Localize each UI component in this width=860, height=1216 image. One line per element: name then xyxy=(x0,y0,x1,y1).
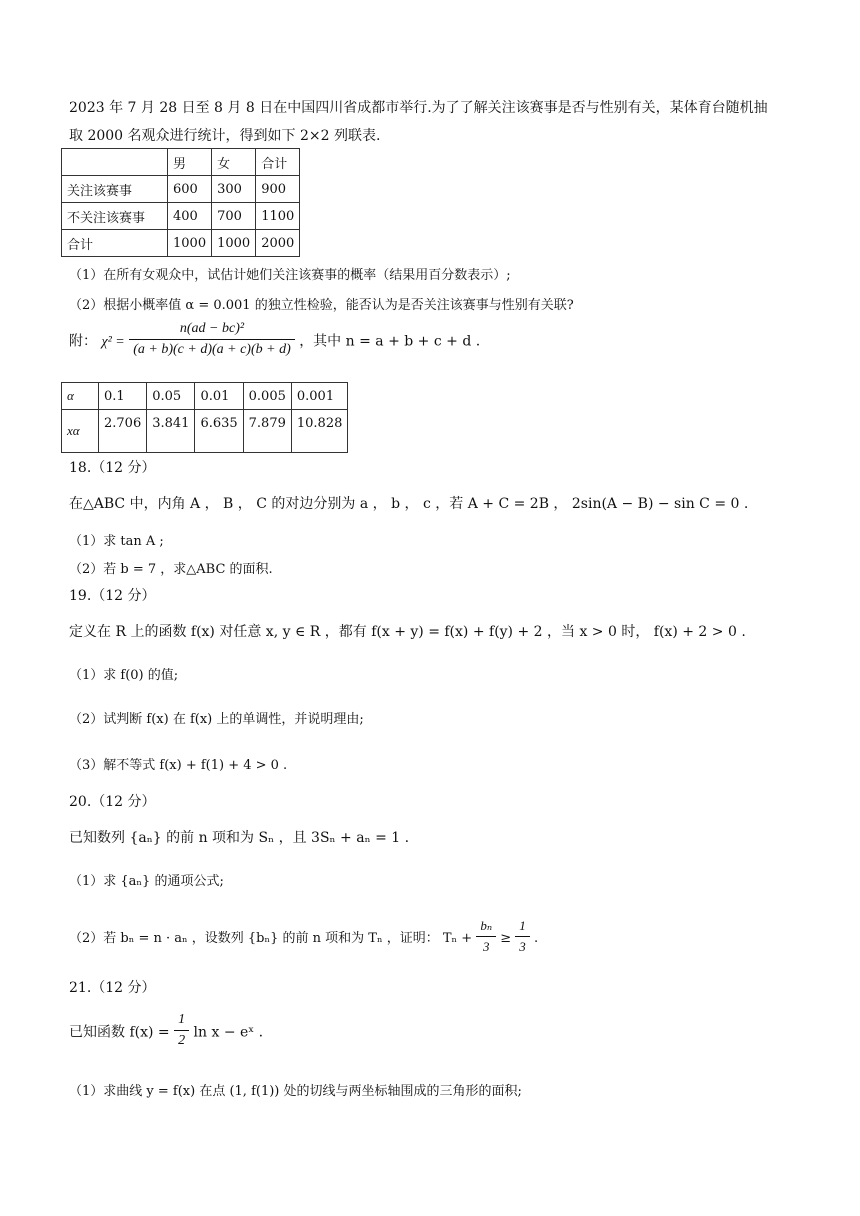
table-cell: 合计 xyxy=(62,230,168,257)
fraction-numerator: 1 xyxy=(174,1012,189,1031)
fraction-numerator: 1 xyxy=(515,918,530,937)
fraction-denominator: 2 xyxy=(178,1033,186,1048)
q21-header: 21.（12 分） xyxy=(69,980,156,996)
chi-numerator: n(ad − bc)² xyxy=(129,321,295,340)
q20-part-2-text: （2）若 bₙ = n · aₙ ，设数列 {bₙ} 的前 n 项和为 Tₙ ，证明： Tₙ + xyxy=(69,931,473,946)
table-cell: 0.05 xyxy=(147,383,195,410)
intro-line-1: 2023 年 7 月 28 日至 8 月 8 日在中国四川省成都市举行.为了了解关注该赛事是否与性别有关，某体育台随机抽 xyxy=(69,100,768,116)
table-cell: 900 xyxy=(256,176,300,203)
chi-where: ，其中 n = a + b + c + d . xyxy=(299,333,481,350)
table-cell: 700 xyxy=(212,203,256,230)
period: . xyxy=(533,931,539,946)
q18-stem: 在△ABC 中，内角 A ， B ， C 的对边分别为 a ， b ， c ，若 A + C = 2B ， 2sin(A − B) − sin C = 0 . xyxy=(69,496,749,512)
one-third-fraction xyxy=(515,918,530,955)
q18-part-2: （2）若 b = 7 ，求△ABC 的面积. xyxy=(69,562,273,577)
table-row xyxy=(62,230,300,257)
fraction-numerator: bₙ xyxy=(476,918,496,937)
q19-part-2: （2）试判断 f(x) 在 f(x) 上的单调性，并说明理由; xyxy=(69,712,364,727)
appendix-label: 附： xyxy=(69,333,97,350)
chi-symbol: χ² = xyxy=(101,334,125,350)
bn-over-3-fraction xyxy=(476,918,496,955)
alpha-header: α xyxy=(62,383,99,410)
q19-header: 19.（12 分） xyxy=(69,588,156,604)
chi-fraction xyxy=(129,321,295,358)
q20-stem: 已知数列 {aₙ} 的前 n 项和为 Sₙ ，且 3Sₙ + aₙ = 1 . xyxy=(69,830,410,846)
table-cell: 6.635 xyxy=(195,410,243,453)
table-cell: 0.001 xyxy=(291,383,348,410)
one-half-fraction xyxy=(174,1012,189,1049)
table-cell: 女 xyxy=(212,149,256,176)
q21-stem xyxy=(69,1014,263,1051)
chi-denominator: (a + b)(c + d)(a + c)(b + d) xyxy=(133,342,291,357)
q17-part-2: （2）根据小概率值 α = 0.001 的独立性检验，能否认为是否关注该赛事与性别有关联? xyxy=(69,298,574,313)
q19-stem: 定义在 R 上的函数 f(x) 对任意 x, y ∈ R ，都有 f(x + y) = f(x) + f(y) + 2 ，当 x > 0 时， f(x) + 2 > 0 . xyxy=(69,624,746,640)
q20-part-2 xyxy=(69,920,538,957)
q20-header: 20.（12 分） xyxy=(69,794,156,810)
q21-part-1: （1）求曲线 y = f(x) 在点 (1, f(1)) 处的切线与两坐标轴围成的三角形的面积; xyxy=(69,1084,522,1099)
table-cell: 关注该赛事 xyxy=(62,176,168,203)
table-cell: 300 xyxy=(212,176,256,203)
table-cell: 2.706 xyxy=(99,410,147,453)
table-cell: 400 xyxy=(168,203,212,230)
fraction-denominator: 3 xyxy=(519,939,526,954)
q19-part-3: （3）解不等式 f(x) + f(1) + 4 > 0 . xyxy=(69,758,288,773)
table-cell: 0.005 xyxy=(243,383,291,410)
table-cell: 1000 xyxy=(212,230,256,257)
table-row xyxy=(62,203,300,230)
table-cell: 7.879 xyxy=(243,410,291,453)
table-row xyxy=(62,176,300,203)
geq-sign: ≥ xyxy=(500,931,512,946)
critical-value-table xyxy=(61,382,348,453)
intro-line-2: 取 2000 名观众进行统计，得到如下 2×2 列联表. xyxy=(69,128,381,144)
q18-part-1: （1）求 tan A ; xyxy=(69,534,164,549)
table-cell: 3.841 xyxy=(147,410,195,453)
table-row xyxy=(62,149,300,176)
contingency-table xyxy=(61,148,300,257)
table-row xyxy=(62,410,348,453)
table-cell: 0.01 xyxy=(195,383,243,410)
q18-header: 18.（12 分） xyxy=(69,460,156,476)
table-cell: 0.1 xyxy=(99,383,147,410)
chi-square-formula xyxy=(69,323,480,360)
table-cell: 不关注该赛事 xyxy=(62,203,168,230)
table-cell xyxy=(62,149,168,176)
table-cell: 10.828 xyxy=(291,410,348,453)
fraction-denominator: 3 xyxy=(482,939,490,954)
table-cell: 2000 xyxy=(256,230,300,257)
table-cell: 1000 xyxy=(168,230,212,257)
q17-part-1: （1）在所有女观众中，试估计她们关注该赛事的概率（结果用百分数表示）; xyxy=(69,268,511,283)
q20-part-1: （1）求 {aₙ} 的通项公式; xyxy=(69,874,224,889)
q21-stem-rest: ln x − eˣ . xyxy=(193,1024,264,1041)
q21-stem-text: 已知函数 f(x) = xyxy=(69,1024,170,1041)
table-row xyxy=(62,383,348,410)
x-alpha-header: xα xyxy=(62,410,99,453)
q19-part-1: （1）求 f(0) 的值; xyxy=(69,668,179,683)
table-cell: 合计 xyxy=(256,149,300,176)
table-cell: 600 xyxy=(168,176,212,203)
table-cell: 1100 xyxy=(256,203,300,230)
table-cell: 男 xyxy=(168,149,212,176)
